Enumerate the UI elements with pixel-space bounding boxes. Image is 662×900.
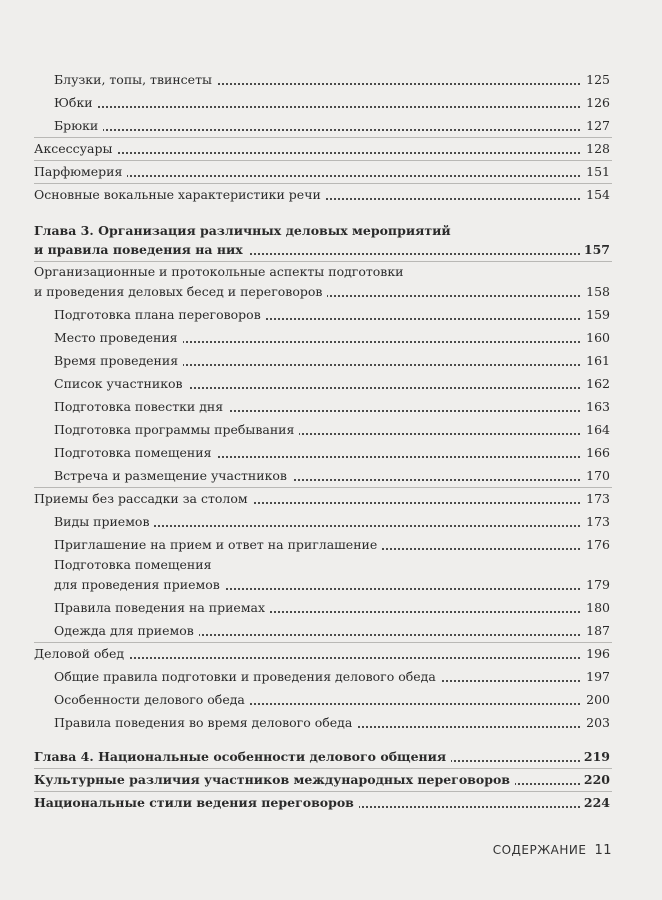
page-number: 11 — [594, 843, 612, 858]
toc-chapter[interactable]: Глава 4. Национальные особенности делового общения 219 — [0, 746, 662, 768]
toc-entry[interactable]: Подготовка помещения 166 — [0, 442, 662, 464]
toc-chapter[interactable]: Культурные различия участников международных переговоров 220 — [0, 769, 662, 791]
toc-entry[interactable]: Приглашение на прием и ответ на приглашение 176 — [0, 534, 662, 556]
toc-entry[interactable]: Подготовка плана переговоров 159 — [0, 304, 662, 326]
running-header: СОДЕРЖАНИЕ — [492, 843, 587, 857]
toc-section[interactable]: Парфюмерия 151 — [0, 161, 662, 183]
toc-section[interactable]: и проведения деловых бесед и переговоров 158 — [0, 281, 662, 303]
page-footer — [493, 843, 612, 858]
chapter-title-line: Глава 3. Организация различных деловых мероприятий — [34, 223, 451, 238]
toc-entry[interactable]: для проведения приемов 179 — [0, 574, 662, 596]
toc-entry[interactable]: Блузки, топы, твинсеты 125 — [0, 69, 662, 91]
toc-entry[interactable]: Особенности делового обеда 200 — [0, 689, 662, 711]
toc-entry[interactable]: Общие правила подготовки и проведения делового обеда 197 — [0, 666, 662, 688]
toc-entry[interactable]: Подготовка повестки дня 163 — [0, 396, 662, 418]
toc-chapter[interactable]: Национальные стили ведения переговоров 224 — [0, 792, 662, 814]
toc-entry[interactable]: Юбки 126 — [0, 92, 662, 114]
entry-title-line: Подготовка помещения — [54, 557, 212, 572]
toc-section[interactable]: Приемы без рассадки за столом 173 — [0, 488, 662, 510]
toc-section[interactable]: Аксессуары 128 — [0, 138, 662, 160]
toc-entry[interactable]: Список участников 162 — [0, 373, 662, 395]
toc-section[interactable]: Деловой обед 196 — [0, 643, 662, 665]
toc-entry[interactable]: Правила поведения на приемах 180 — [0, 597, 662, 619]
toc-entry[interactable]: Подготовка программы пребывания 164 — [0, 419, 662, 441]
toc-entry[interactable]: Брюки 127 — [0, 115, 662, 137]
toc-chapter[interactable]: и правила поведения на них 157 — [0, 239, 662, 261]
toc-entry[interactable]: Время проведения 161 — [0, 350, 662, 372]
toc-entry[interactable]: Встреча и размещение участников 170 — [0, 465, 662, 487]
toc-entry[interactable]: Виды приемов 173 — [0, 511, 662, 533]
toc-section[interactable]: Основные вокальные характеристики речи 154 — [0, 184, 662, 206]
section-title-line: Организационные и протокольные аспекты подготовки — [34, 264, 404, 279]
toc-entry[interactable]: Место проведения 160 — [0, 327, 662, 349]
toc-entry[interactable]: Одежда для приемов 187 — [0, 620, 662, 642]
toc-entry[interactable]: Правила поведения во время делового обеда 203 — [0, 712, 662, 734]
